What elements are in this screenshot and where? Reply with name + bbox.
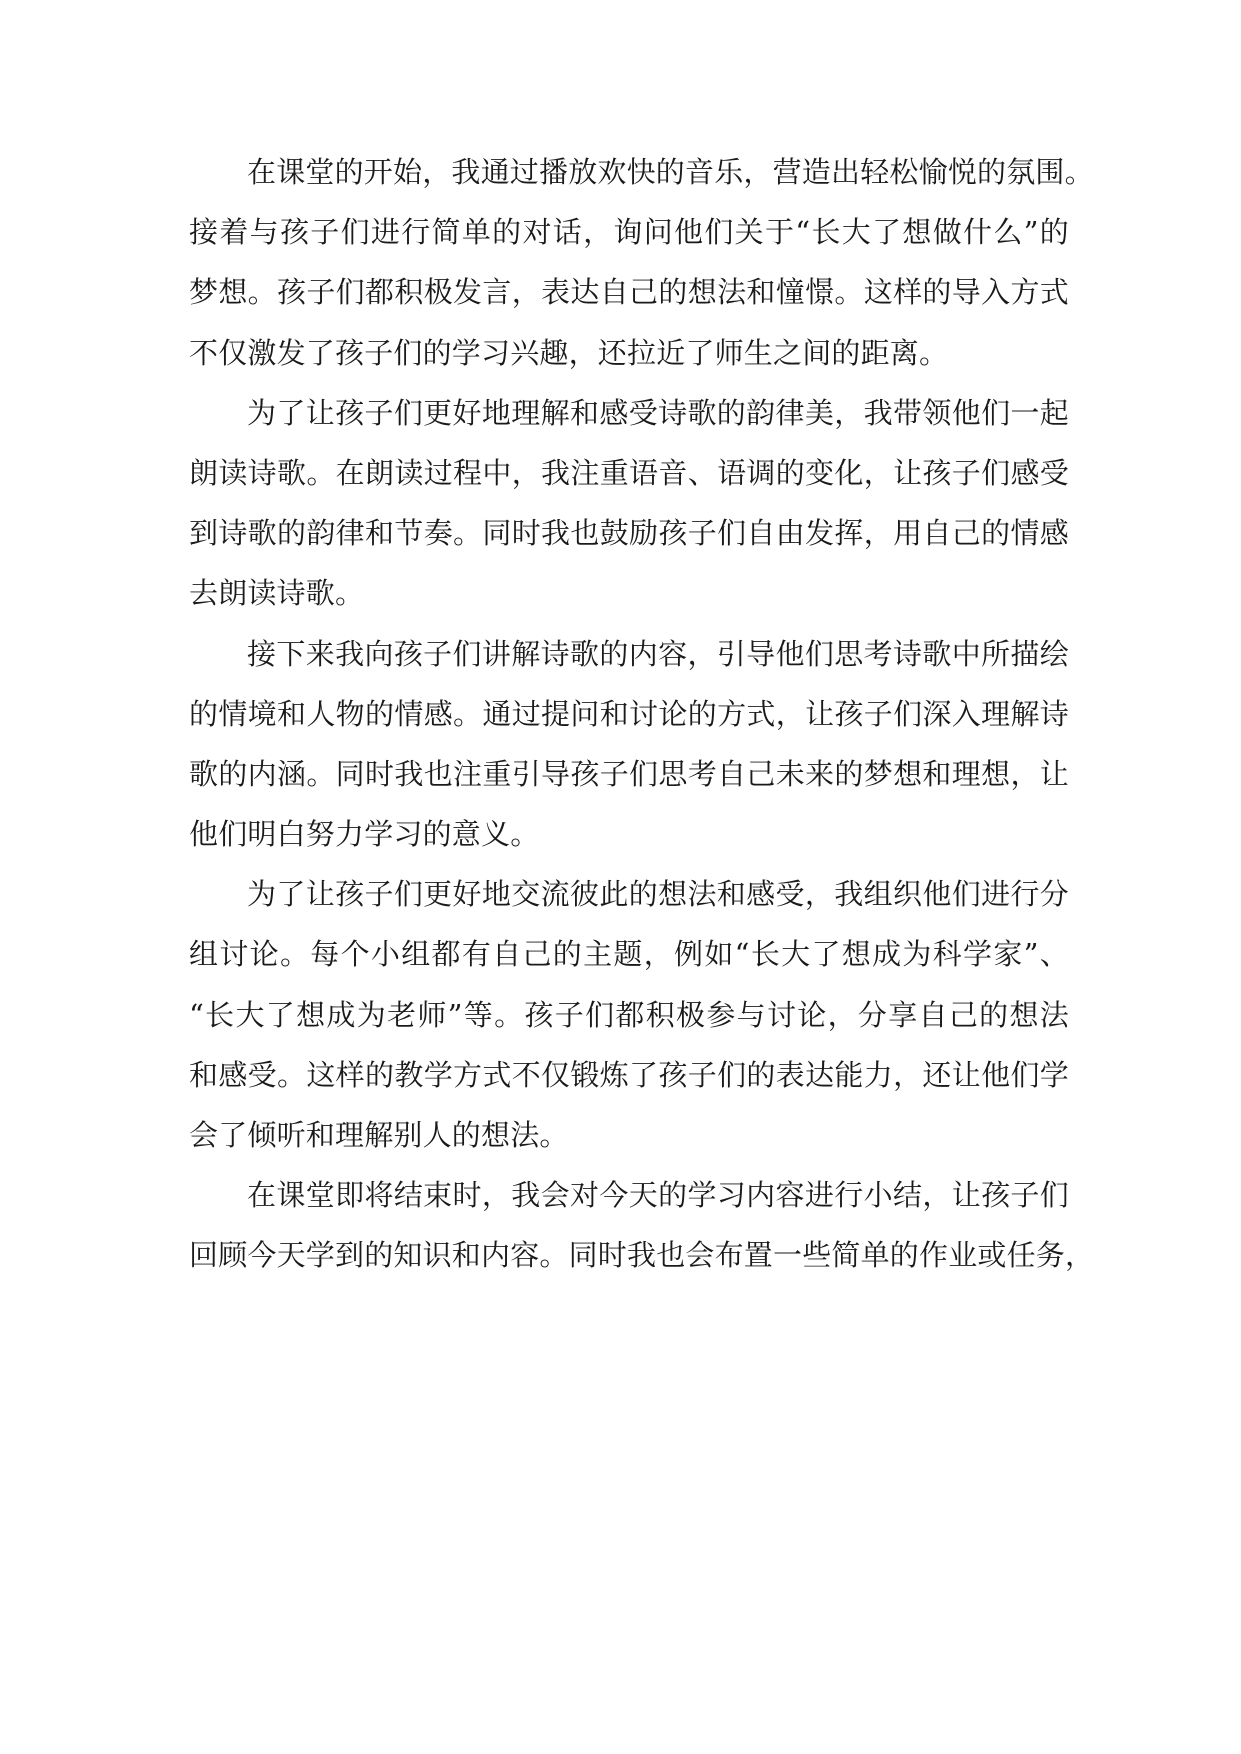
- text-line: 在课堂即将结束时，我会对今天的学习内容进行小结，让孩子们: [247, 1178, 1069, 1213]
- paragraph: [189, 624, 1069, 865]
- text-line: 为了让孩子们更好地理解和感受诗歌的韵律美，我带领他们一起: [247, 395, 1069, 430]
- text-line: 朗读诗歌。在朗读过程中，我注重语音、语调的变化，让孩子们感受: [189, 455, 1069, 490]
- text-line: 和感受。这样的教学方式不仅锻炼了孩子们的表达能力，还让他们学: [189, 1057, 1069, 1092]
- document-body: [189, 142, 1095, 1286]
- text-line: 组讨论。每个小组都有自己的主题，例如“长大了想成为科学家”、: [189, 937, 1069, 972]
- text-line: 不仅激发了孩子们的学习兴趣，还拉近了师生之间的距离。: [189, 335, 949, 370]
- paragraph: [189, 864, 1069, 1165]
- text-line: 去朗读诗歌。: [189, 576, 365, 611]
- text-line: 的情境和人物的情感。通过提问和讨论的方式，让孩子们深入理解诗: [189, 696, 1069, 731]
- text-line: 到诗歌的韵律和节奏。同时我也鼓励孩子们自由发挥，用自己的情感: [189, 516, 1069, 551]
- text-line: 梦想。孩子们都积极发言，表达自己的想法和憧憬。这样的导入方式: [189, 275, 1069, 310]
- text-line: 在课堂的开始，我通过播放欢快的音乐，营造出轻松愉悦的氛围。: [247, 155, 1094, 189]
- text-line: 他们明白努力学习的意义。: [189, 817, 540, 852]
- paragraph: [189, 1165, 1095, 1285]
- text-line: 歌的内涵。同时我也注重引导孩子们思考自己未来的梦想和理想，让: [189, 756, 1069, 791]
- paragraph: [189, 142, 1094, 383]
- text-line: 为了让孩子们更好地交流彼此的想法和感受，我组织他们进行分: [247, 877, 1069, 912]
- text-line: 会了倾听和理解别人的想法。: [189, 1118, 569, 1152]
- text-line: 接着与孩子们进行简单的对话，询问他们关于“长大了想做什么”的: [189, 215, 1069, 250]
- text-line: 回顾今天学到的知识和内容。同时我也会布置一些简单的作业或任务，: [189, 1238, 1095, 1273]
- paragraph: [189, 383, 1069, 624]
- text-line: “长大了想成为老师”等。孩子们都积极参与讨论，分享自己的想法: [189, 997, 1069, 1032]
- text-line: 接下来我向孩子们讲解诗歌的内容，引导他们思考诗歌中所描绘: [247, 636, 1069, 671]
